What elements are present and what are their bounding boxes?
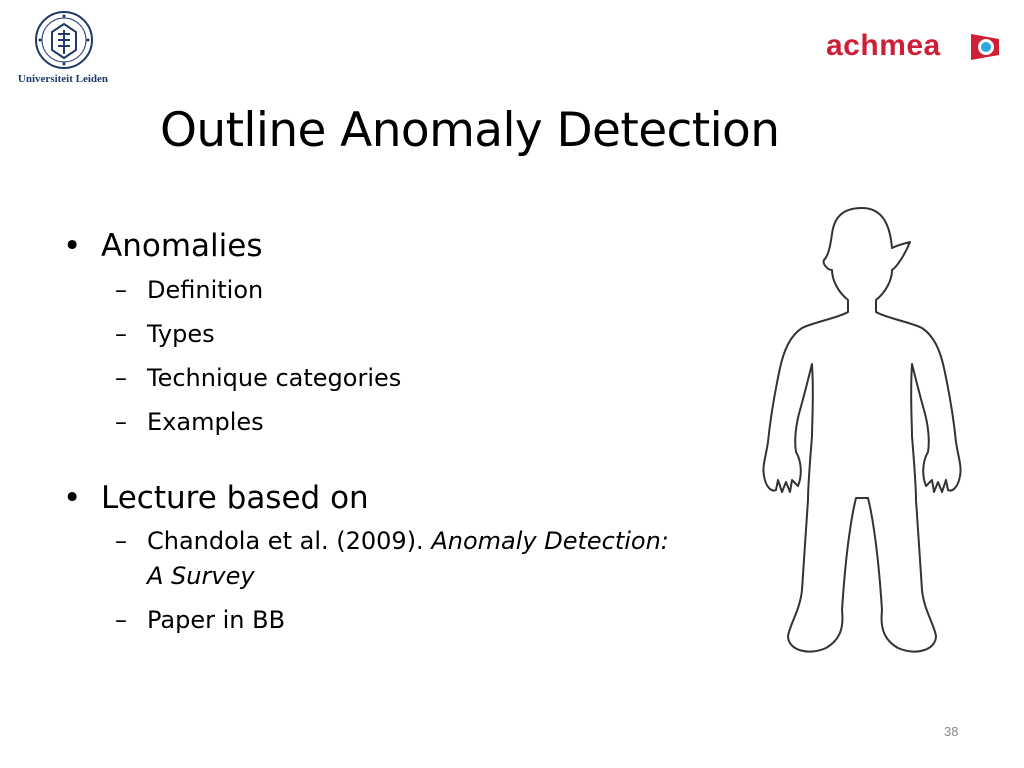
dash-icon: – (115, 527, 127, 555)
sub-bullet-reference (63, 520, 683, 598)
sub-bullet-paper (63, 598, 683, 642)
achmea-logo (826, 28, 1006, 64)
dash-icon: – (115, 408, 127, 436)
leiden-university-logo (8, 6, 108, 92)
achmea-mark-icon (968, 30, 1002, 64)
reference-title: Anomaly Detection: A Survey (147, 527, 669, 590)
sub-bullet-label: Examples (147, 408, 264, 436)
sub-bullet-examples (63, 400, 683, 444)
dash-icon: – (115, 320, 127, 348)
slide-title: Outline Anomaly Detection (160, 103, 780, 158)
sub-bullet-label: Definition (147, 276, 264, 304)
sub-bullet-definition (63, 268, 683, 312)
bullet-spacer (63, 444, 683, 476)
bullet-icon: • (63, 228, 82, 264)
bullet-icon: • (63, 480, 82, 516)
leiden-seal-icon (34, 10, 94, 70)
dash-icon: – (115, 276, 127, 304)
bullet-label: Anomalies (101, 228, 263, 264)
human-outline-icon (752, 200, 972, 662)
slide-content (63, 224, 683, 642)
bullet-anomalies (63, 224, 683, 268)
bullet-label: Lecture based on (101, 480, 369, 516)
bullet-lecture-based-on (63, 476, 683, 520)
sub-bullet-label: Paper in BB (147, 606, 286, 634)
sub-bullet-types (63, 312, 683, 356)
page-number: 38 (944, 724, 959, 739)
sub-bullet-technique-categories (63, 356, 683, 400)
achmea-logo-text: achmea (826, 29, 941, 62)
reference-citation: Chandola et al. (2009). (147, 527, 432, 555)
sub-bullet-label: Types (147, 320, 215, 348)
dash-icon: – (115, 364, 127, 392)
sub-bullet-label: Technique categories (147, 364, 402, 392)
leiden-logo-text: Universiteit Leiden (17, 73, 109, 85)
dash-icon: – (115, 606, 127, 634)
